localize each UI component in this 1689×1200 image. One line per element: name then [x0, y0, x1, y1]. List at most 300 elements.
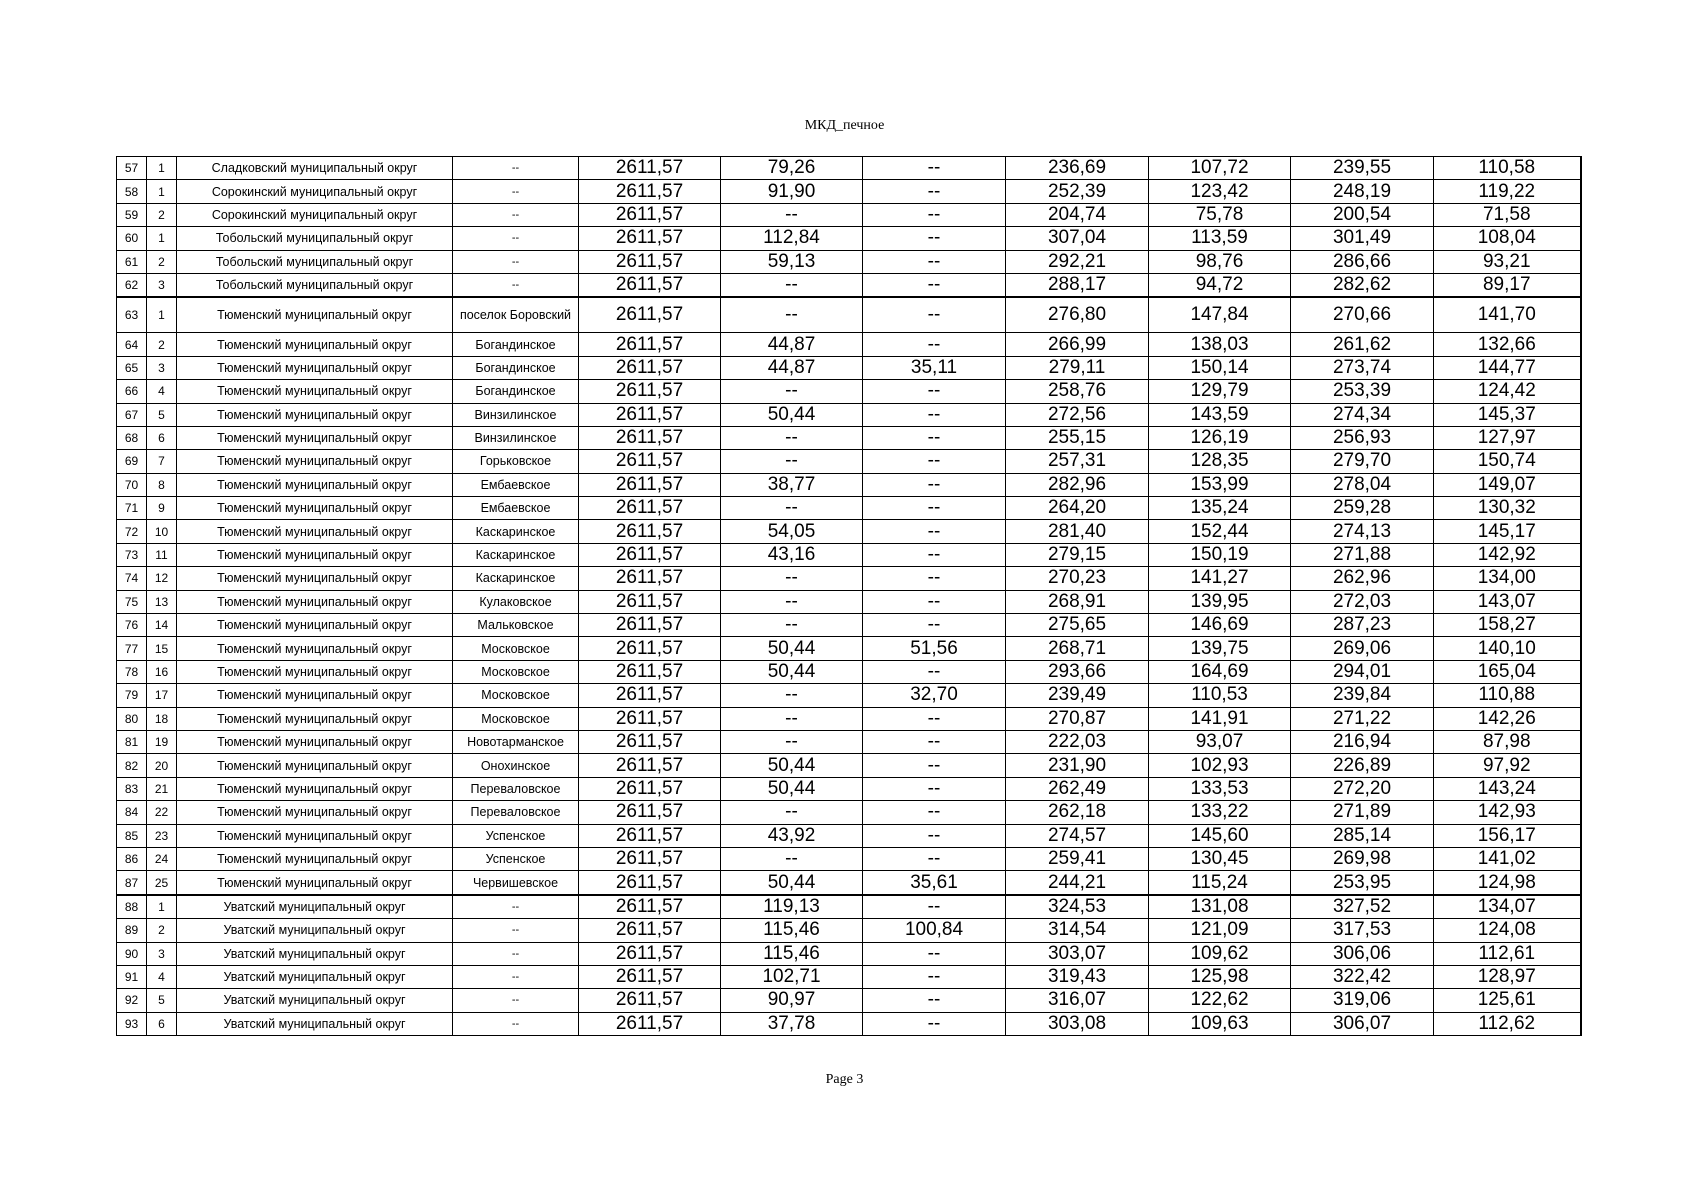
- cell-row-number: 82: [117, 754, 147, 777]
- table-row: [117, 356, 1581, 379]
- cell-value-a: 50,44: [721, 871, 863, 895]
- cell-value-a: 102,71: [721, 965, 863, 988]
- cell-value-a: --: [721, 590, 863, 613]
- cell-value-f: 165,04: [1434, 660, 1581, 683]
- cell-row-subnumber: 11: [147, 543, 177, 566]
- table-row: [117, 450, 1581, 473]
- cell-row-subnumber: 1: [147, 157, 177, 180]
- cell-value-c: 268,71: [1006, 637, 1149, 660]
- cell-district-name: Уватский муниципальный округ: [177, 942, 453, 965]
- cell-value-a: --: [721, 684, 863, 707]
- cell-row-number: 58: [117, 180, 147, 203]
- cell-row-subnumber: 1: [147, 227, 177, 250]
- cell-base-value: 2611,57: [579, 180, 721, 203]
- cell-value-f: 97,92: [1434, 754, 1581, 777]
- cell-row-number: 80: [117, 707, 147, 730]
- cell-base-value: 2611,57: [579, 824, 721, 847]
- table-row: [117, 684, 1581, 707]
- cell-settlement-name: Богандинское: [453, 356, 579, 379]
- cell-value-e: 270,66: [1291, 297, 1434, 333]
- cell-value-c: 264,20: [1006, 497, 1149, 520]
- cell-row-number: 57: [117, 157, 147, 180]
- cell-row-number: 69: [117, 450, 147, 473]
- cell-row-subnumber: 5: [147, 989, 177, 1012]
- cell-value-c: 239,49: [1006, 684, 1149, 707]
- cell-settlement-name: Каскаринское: [453, 567, 579, 590]
- cell-value-a: --: [721, 707, 863, 730]
- cell-district-name: Тюменский муниципальный округ: [177, 426, 453, 449]
- cell-district-name: Уватский муниципальный округ: [177, 989, 453, 1012]
- cell-value-b: --: [863, 707, 1006, 730]
- cell-value-f: 124,42: [1434, 380, 1581, 403]
- cell-value-f: 130,32: [1434, 497, 1581, 520]
- cell-value-d: 109,63: [1149, 1012, 1291, 1035]
- cell-value-e: 294,01: [1291, 660, 1434, 683]
- cell-settlement-name: Московское: [453, 684, 579, 707]
- cell-value-a: --: [721, 297, 863, 333]
- cell-value-c: 255,15: [1006, 426, 1149, 449]
- cell-settlement-name: --: [453, 273, 579, 297]
- table-row: [117, 403, 1581, 426]
- cell-value-c: 257,31: [1006, 450, 1149, 473]
- cell-value-e: 239,55: [1291, 157, 1434, 180]
- cell-district-name: Тюменский муниципальный округ: [177, 754, 453, 777]
- cell-row-subnumber: 3: [147, 942, 177, 965]
- cell-value-d: 110,53: [1149, 684, 1291, 707]
- cell-value-b: --: [863, 450, 1006, 473]
- cell-base-value: 2611,57: [579, 847, 721, 870]
- cell-value-c: 252,39: [1006, 180, 1149, 203]
- cell-district-name: Тюменский муниципальный округ: [177, 450, 453, 473]
- cell-base-value: 2611,57: [579, 590, 721, 613]
- cell-row-subnumber: 6: [147, 426, 177, 449]
- cell-value-c: 274,57: [1006, 824, 1149, 847]
- cell-district-name: Тюменский муниципальный округ: [177, 614, 453, 637]
- cell-value-e: 248,19: [1291, 180, 1434, 203]
- cell-value-c: 244,21: [1006, 871, 1149, 895]
- cell-value-d: 145,60: [1149, 824, 1291, 847]
- cell-settlement-name: --: [453, 227, 579, 250]
- cell-base-value: 2611,57: [579, 227, 721, 250]
- cell-value-f: 143,07: [1434, 590, 1581, 613]
- cell-row-subnumber: 22: [147, 801, 177, 824]
- cell-row-subnumber: 1: [147, 297, 177, 333]
- cell-value-d: 164,69: [1149, 660, 1291, 683]
- table-row: [117, 824, 1581, 847]
- cell-value-d: 141,91: [1149, 707, 1291, 730]
- cell-value-b: --: [863, 730, 1006, 753]
- cell-value-f: 112,62: [1434, 1012, 1581, 1035]
- cell-row-number: 59: [117, 203, 147, 226]
- cell-base-value: 2611,57: [579, 730, 721, 753]
- table-row: [117, 297, 1581, 333]
- cell-value-a: --: [721, 614, 863, 637]
- cell-value-b: --: [863, 333, 1006, 356]
- cell-value-e: 319,06: [1291, 989, 1434, 1012]
- cell-row-subnumber: 14: [147, 614, 177, 637]
- cell-value-a: 115,46: [721, 942, 863, 965]
- cell-row-number: 62: [117, 273, 147, 297]
- cell-value-b: --: [863, 847, 1006, 870]
- cell-base-value: 2611,57: [579, 450, 721, 473]
- cell-settlement-name: --: [453, 1012, 579, 1035]
- table-row: [117, 871, 1581, 895]
- cell-value-a: --: [721, 426, 863, 449]
- cell-base-value: 2611,57: [579, 567, 721, 590]
- page-header-title: МКД_печное: [804, 118, 885, 133]
- cell-value-a: --: [721, 847, 863, 870]
- cell-base-value: 2611,57: [579, 497, 721, 520]
- cell-value-d: 150,19: [1149, 543, 1291, 566]
- cell-row-number: 86: [117, 847, 147, 870]
- table-row: [117, 157, 1581, 180]
- cell-value-b: 51,56: [863, 637, 1006, 660]
- table-row: [117, 707, 1581, 730]
- cell-district-name: Тюменский муниципальный округ: [177, 590, 453, 613]
- cell-value-b: --: [863, 180, 1006, 203]
- cell-value-a: 50,44: [721, 637, 863, 660]
- cell-value-f: 132,66: [1434, 333, 1581, 356]
- cell-value-e: 317,53: [1291, 919, 1434, 942]
- cell-value-f: 119,22: [1434, 180, 1581, 203]
- cell-value-b: --: [863, 989, 1006, 1012]
- cell-row-number: 84: [117, 801, 147, 824]
- cell-value-a: --: [721, 380, 863, 403]
- cell-value-c: 275,65: [1006, 614, 1149, 637]
- cell-settlement-name: --: [453, 989, 579, 1012]
- cell-value-c: 303,07: [1006, 942, 1149, 965]
- cell-value-c: 293,66: [1006, 660, 1149, 683]
- cell-row-subnumber: 15: [147, 637, 177, 660]
- cell-value-e: 271,89: [1291, 801, 1434, 824]
- cell-district-name: Сорокинский муниципальный округ: [177, 203, 453, 226]
- cell-value-e: 239,84: [1291, 684, 1434, 707]
- tariff-table: [116, 156, 1582, 1036]
- table-row: [117, 543, 1581, 566]
- table-row: [117, 847, 1581, 870]
- cell-value-a: 91,90: [721, 180, 863, 203]
- cell-row-subnumber: 4: [147, 380, 177, 403]
- cell-settlement-name: --: [453, 250, 579, 273]
- cell-value-a: 50,44: [721, 660, 863, 683]
- cell-value-e: 327,52: [1291, 895, 1434, 919]
- cell-row-number: 92: [117, 989, 147, 1012]
- cell-value-e: 271,22: [1291, 707, 1434, 730]
- cell-value-e: 269,98: [1291, 847, 1434, 870]
- cell-district-name: Тобольский муниципальный округ: [177, 227, 453, 250]
- cell-value-e: 287,23: [1291, 614, 1434, 637]
- cell-base-value: 2611,57: [579, 333, 721, 356]
- table-row: [117, 730, 1581, 753]
- cell-value-f: 124,08: [1434, 919, 1581, 942]
- cell-row-subnumber: 23: [147, 824, 177, 847]
- cell-value-e: 306,06: [1291, 942, 1434, 965]
- cell-value-a: --: [721, 567, 863, 590]
- cell-value-d: 147,84: [1149, 297, 1291, 333]
- cell-base-value: 2611,57: [579, 637, 721, 660]
- cell-row-subnumber: 21: [147, 777, 177, 800]
- cell-row-subnumber: 5: [147, 403, 177, 426]
- cell-settlement-name: Московское: [453, 660, 579, 683]
- cell-value-d: 133,53: [1149, 777, 1291, 800]
- cell-value-d: 131,08: [1149, 895, 1291, 919]
- cell-value-f: 110,88: [1434, 684, 1581, 707]
- cell-district-name: Тюменский муниципальный округ: [177, 497, 453, 520]
- cell-value-f: 127,97: [1434, 426, 1581, 449]
- cell-base-value: 2611,57: [579, 871, 721, 895]
- cell-district-name: Тюменский муниципальный округ: [177, 520, 453, 543]
- cell-value-a: 119,13: [721, 895, 863, 919]
- cell-value-e: 285,14: [1291, 824, 1434, 847]
- cell-value-a: --: [721, 450, 863, 473]
- cell-district-name: Тюменский муниципальный округ: [177, 543, 453, 566]
- cell-settlement-name: --: [453, 919, 579, 942]
- cell-row-subnumber: 3: [147, 356, 177, 379]
- cell-value-b: --: [863, 590, 1006, 613]
- cell-settlement-name: --: [453, 180, 579, 203]
- cell-value-a: --: [721, 273, 863, 297]
- cell-value-b: --: [863, 895, 1006, 919]
- cell-value-a: 50,44: [721, 403, 863, 426]
- cell-row-subnumber: 2: [147, 333, 177, 356]
- cell-base-value: 2611,57: [579, 614, 721, 637]
- cell-district-name: Тюменский муниципальный округ: [177, 777, 453, 800]
- cell-value-c: 292,21: [1006, 250, 1149, 273]
- cell-value-e: 274,34: [1291, 403, 1434, 426]
- cell-row-number: 93: [117, 1012, 147, 1035]
- cell-settlement-name: Червишевское: [453, 871, 579, 895]
- cell-value-f: 93,21: [1434, 250, 1581, 273]
- cell-value-d: 150,14: [1149, 356, 1291, 379]
- cell-base-value: 2611,57: [579, 965, 721, 988]
- cell-value-f: 124,98: [1434, 871, 1581, 895]
- cell-row-subnumber: 2: [147, 250, 177, 273]
- cell-settlement-name: Горьковское: [453, 450, 579, 473]
- cell-row-number: 89: [117, 919, 147, 942]
- cell-district-name: Сладковский муниципальный округ: [177, 157, 453, 180]
- cell-row-number: 70: [117, 473, 147, 496]
- cell-settlement-name: Переваловское: [453, 801, 579, 824]
- cell-district-name: Тобольский муниципальный округ: [177, 273, 453, 297]
- cell-district-name: Тюменский муниципальный округ: [177, 871, 453, 895]
- table-row: [117, 426, 1581, 449]
- cell-row-number: 76: [117, 614, 147, 637]
- cell-value-a: 115,46: [721, 919, 863, 942]
- cell-value-b: --: [863, 403, 1006, 426]
- cell-value-d: 133,22: [1149, 801, 1291, 824]
- cell-base-value: 2611,57: [579, 203, 721, 226]
- cell-row-number: 72: [117, 520, 147, 543]
- cell-row-number: 79: [117, 684, 147, 707]
- cell-value-a: 54,05: [721, 520, 863, 543]
- table-row: [117, 333, 1581, 356]
- cell-value-c: 268,91: [1006, 590, 1149, 613]
- cell-base-value: 2611,57: [579, 989, 721, 1012]
- page-footer-number: Page 3: [825, 1072, 864, 1087]
- cell-value-d: 138,03: [1149, 333, 1291, 356]
- cell-settlement-name: Ембаевское: [453, 473, 579, 496]
- cell-district-name: Уватский муниципальный округ: [177, 919, 453, 942]
- cell-value-a: 44,87: [721, 333, 863, 356]
- cell-row-number: 68: [117, 426, 147, 449]
- cell-settlement-name: Успенское: [453, 847, 579, 870]
- cell-district-name: Уватский муниципальный округ: [177, 895, 453, 919]
- cell-row-number: 81: [117, 730, 147, 753]
- cell-district-name: Тюменский муниципальный округ: [177, 660, 453, 683]
- cell-value-b: --: [863, 497, 1006, 520]
- cell-district-name: Тобольский муниципальный округ: [177, 250, 453, 273]
- cell-value-b: 32,70: [863, 684, 1006, 707]
- cell-base-value: 2611,57: [579, 403, 721, 426]
- cell-value-b: --: [863, 520, 1006, 543]
- cell-value-d: 141,27: [1149, 567, 1291, 590]
- cell-value-c: 281,40: [1006, 520, 1149, 543]
- cell-value-a: --: [721, 801, 863, 824]
- cell-row-subnumber: 18: [147, 707, 177, 730]
- cell-base-value: 2611,57: [579, 684, 721, 707]
- cell-row-number: 73: [117, 543, 147, 566]
- cell-settlement-name: Каскаринское: [453, 520, 579, 543]
- cell-row-number: 78: [117, 660, 147, 683]
- table-row: [117, 614, 1581, 637]
- cell-value-b: 100,84: [863, 919, 1006, 942]
- table-row: [117, 180, 1581, 203]
- cell-value-f: 71,58: [1434, 203, 1581, 226]
- cell-value-b: --: [863, 473, 1006, 496]
- cell-base-value: 2611,57: [579, 895, 721, 919]
- cell-settlement-name: поселок Боровский: [453, 297, 579, 333]
- cell-base-value: 2611,57: [579, 157, 721, 180]
- cell-settlement-name: --: [453, 203, 579, 226]
- cell-value-d: 139,95: [1149, 590, 1291, 613]
- cell-value-c: 258,76: [1006, 380, 1149, 403]
- cell-value-e: 216,94: [1291, 730, 1434, 753]
- cell-value-c: 270,23: [1006, 567, 1149, 590]
- cell-value-c: 204,74: [1006, 203, 1149, 226]
- cell-row-number: 83: [117, 777, 147, 800]
- cell-district-name: Тюменский муниципальный округ: [177, 801, 453, 824]
- cell-district-name: Тюменский муниципальный округ: [177, 684, 453, 707]
- cell-value-d: 122,62: [1149, 989, 1291, 1012]
- cell-settlement-name: Московское: [453, 707, 579, 730]
- cell-value-a: 43,92: [721, 824, 863, 847]
- table-row: [117, 497, 1581, 520]
- cell-value-f: 128,97: [1434, 965, 1581, 988]
- cell-value-c: 324,53: [1006, 895, 1149, 919]
- cell-row-subnumber: 2: [147, 203, 177, 226]
- cell-value-b: --: [863, 567, 1006, 590]
- cell-value-c: 279,15: [1006, 543, 1149, 566]
- cell-base-value: 2611,57: [579, 250, 721, 273]
- cell-value-b: --: [863, 227, 1006, 250]
- cell-value-a: 50,44: [721, 754, 863, 777]
- cell-base-value: 2611,57: [579, 919, 721, 942]
- cell-value-b: --: [863, 250, 1006, 273]
- table-row: [117, 895, 1581, 919]
- cell-value-d: 146,69: [1149, 614, 1291, 637]
- cell-district-name: Тюменский муниципальный округ: [177, 824, 453, 847]
- cell-value-c: 272,56: [1006, 403, 1149, 426]
- cell-value-f: 89,17: [1434, 273, 1581, 297]
- cell-value-a: 50,44: [721, 777, 863, 800]
- cell-value-c: 314,54: [1006, 919, 1149, 942]
- cell-row-number: 67: [117, 403, 147, 426]
- cell-value-f: 156,17: [1434, 824, 1581, 847]
- cell-value-a: 44,87: [721, 356, 863, 379]
- cell-value-e: 253,39: [1291, 380, 1434, 403]
- cell-row-subnumber: 4: [147, 965, 177, 988]
- cell-value-e: 286,66: [1291, 250, 1434, 273]
- cell-value-d: 107,72: [1149, 157, 1291, 180]
- cell-value-b: --: [863, 754, 1006, 777]
- cell-value-f: 125,61: [1434, 989, 1581, 1012]
- cell-value-e: 306,07: [1291, 1012, 1434, 1035]
- cell-value-d: 130,45: [1149, 847, 1291, 870]
- cell-district-name: Тюменский муниципальный округ: [177, 567, 453, 590]
- cell-settlement-name: Переваловское: [453, 777, 579, 800]
- cell-row-number: 63: [117, 297, 147, 333]
- cell-base-value: 2611,57: [579, 754, 721, 777]
- cell-value-d: 98,76: [1149, 250, 1291, 273]
- cell-value-a: 90,97: [721, 989, 863, 1012]
- cell-row-subnumber: 16: [147, 660, 177, 683]
- cell-district-name: Тюменский муниципальный округ: [177, 333, 453, 356]
- cell-base-value: 2611,57: [579, 380, 721, 403]
- cell-value-f: 145,17: [1434, 520, 1581, 543]
- cell-row-subnumber: 9: [147, 497, 177, 520]
- cell-row-subnumber: 20: [147, 754, 177, 777]
- table-row: [117, 754, 1581, 777]
- cell-base-value: 2611,57: [579, 777, 721, 800]
- cell-value-d: 139,75: [1149, 637, 1291, 660]
- cell-value-d: 109,62: [1149, 942, 1291, 965]
- table-row: [117, 801, 1581, 824]
- cell-value-d: 113,59: [1149, 227, 1291, 250]
- cell-value-c: 279,11: [1006, 356, 1149, 379]
- cell-row-number: 75: [117, 590, 147, 613]
- cell-value-b: --: [863, 543, 1006, 566]
- table-row: [117, 660, 1581, 683]
- cell-value-b: --: [863, 824, 1006, 847]
- cell-value-e: 200,54: [1291, 203, 1434, 226]
- cell-value-e: 269,06: [1291, 637, 1434, 660]
- cell-value-b: --: [863, 426, 1006, 449]
- cell-settlement-name: Ембаевское: [453, 497, 579, 520]
- cell-district-name: Тюменский муниципальный округ: [177, 730, 453, 753]
- cell-settlement-name: Богандинское: [453, 380, 579, 403]
- cell-value-f: 108,04: [1434, 227, 1581, 250]
- cell-value-a: --: [721, 730, 863, 753]
- cell-row-subnumber: 7: [147, 450, 177, 473]
- cell-base-value: 2611,57: [579, 273, 721, 297]
- cell-row-number: 90: [117, 942, 147, 965]
- cell-value-f: 144,77: [1434, 356, 1581, 379]
- cell-row-number: 60: [117, 227, 147, 250]
- cell-value-a: --: [721, 203, 863, 226]
- cell-value-d: 115,24: [1149, 871, 1291, 895]
- cell-value-d: 153,99: [1149, 473, 1291, 496]
- cell-value-f: 142,26: [1434, 707, 1581, 730]
- cell-value-a: 79,26: [721, 157, 863, 180]
- cell-value-f: 141,70: [1434, 297, 1581, 333]
- cell-value-f: 140,10: [1434, 637, 1581, 660]
- cell-value-e: 259,28: [1291, 497, 1434, 520]
- cell-value-e: 226,89: [1291, 754, 1434, 777]
- table-row: [117, 1012, 1581, 1035]
- cell-row-subnumber: 13: [147, 590, 177, 613]
- cell-settlement-name: Винзилинское: [453, 403, 579, 426]
- cell-base-value: 2611,57: [579, 660, 721, 683]
